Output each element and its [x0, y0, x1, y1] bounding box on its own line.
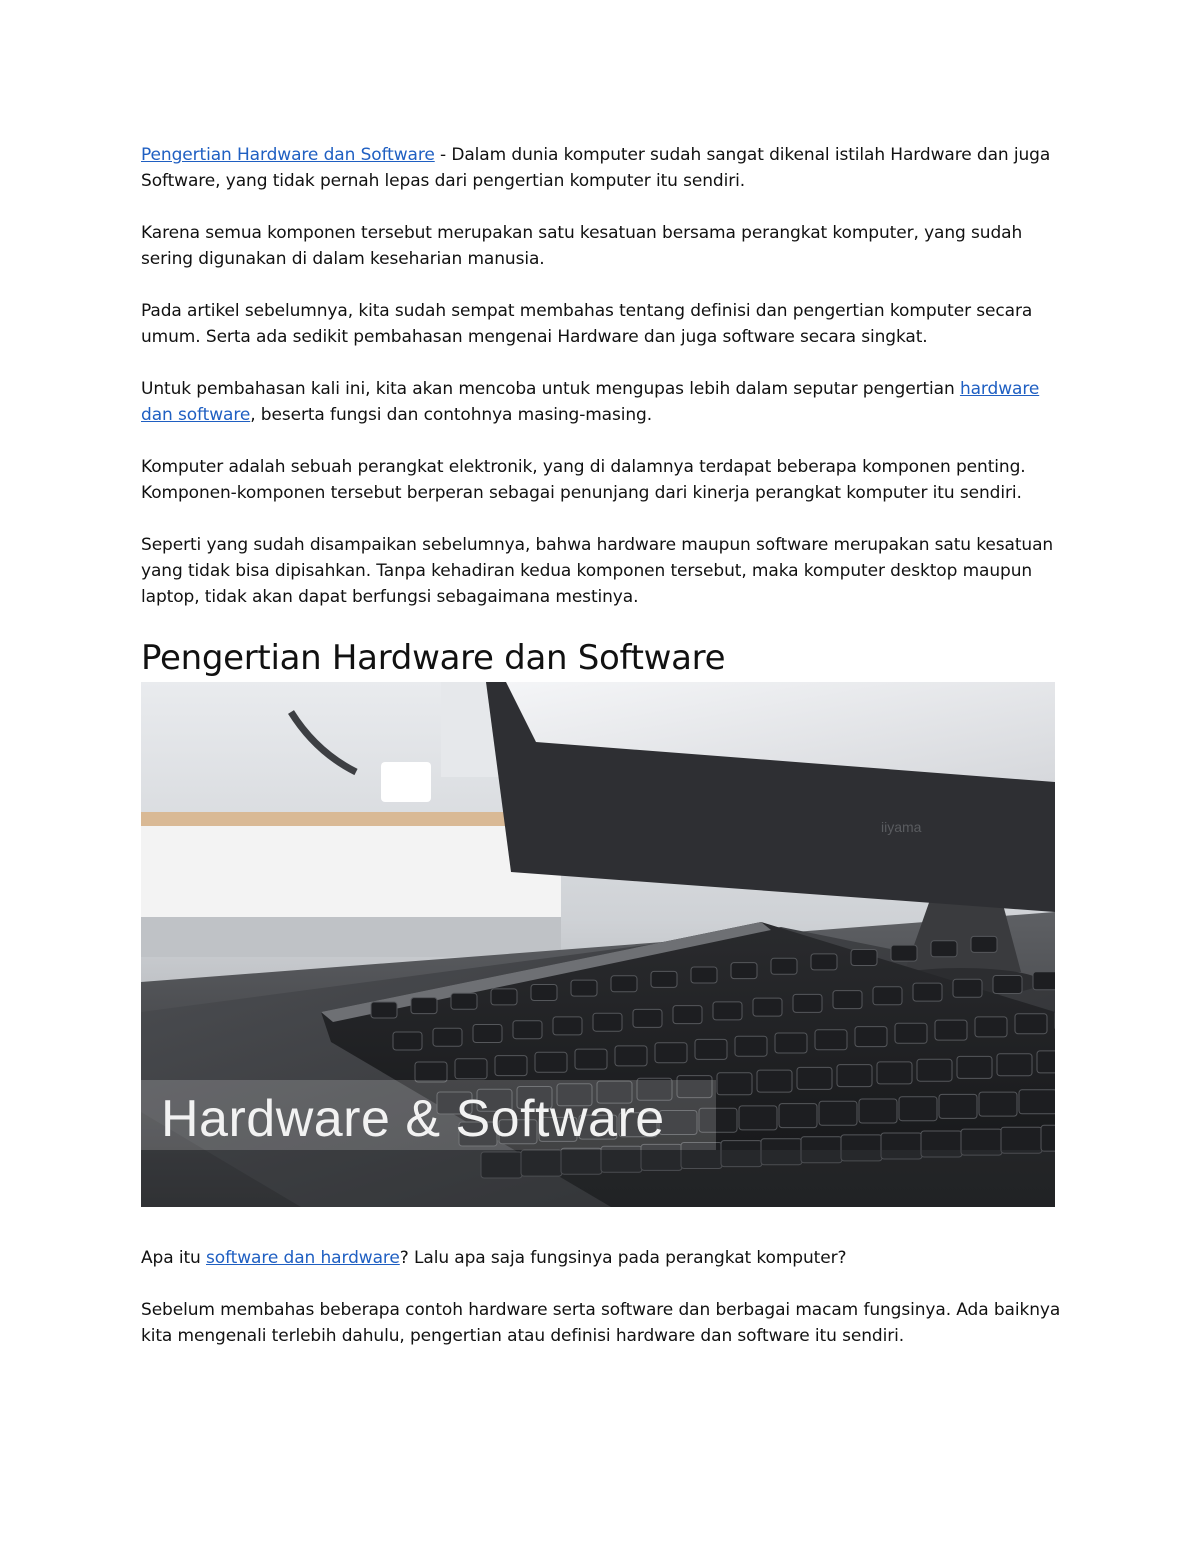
intro-text: - Dalam dunia komputer sudah sangat dikenal istilah Hardware dan juga Software, yang tidak pernah lepas dari pengertian komputer itu sendiri.: [141, 145, 1051, 191]
keyboard-key: [837, 1065, 872, 1087]
keyboard-key: [491, 989, 517, 1005]
keyboard-key: [753, 998, 782, 1016]
keyboard-key: [1019, 1090, 1055, 1114]
keyboard-key: [917, 1059, 952, 1081]
keyboard-key: [731, 963, 757, 979]
keyboard-key: [655, 1043, 687, 1063]
keyboard-key: [819, 1101, 857, 1125]
hero-image: [141, 682, 1055, 1207]
keyboard-key: [793, 994, 822, 1012]
keyboard-key: [717, 1073, 752, 1095]
keyboard-key: [775, 1033, 807, 1053]
keyboard-key: [895, 1023, 927, 1043]
keyboard-key: [931, 941, 957, 957]
keyboard-key: [691, 967, 717, 983]
keyboard-key: [739, 1106, 777, 1130]
keyboard-key: [651, 971, 677, 987]
keyboard-key: [975, 1017, 1007, 1037]
keyboard-key: [673, 1006, 702, 1024]
keyboard-key: [695, 1039, 727, 1059]
keyboard-key: [735, 1036, 767, 1056]
keyboard-key: [833, 991, 862, 1009]
keyboard-key: [615, 1046, 647, 1066]
paragraph-8: Sebelum membahas beberapa contoh hardware serta software dan berbagai macam fungsinya. Ada baiknya kita mengenali terlebih dahulu, pengertian atau definisi hardware dan software itu sendiri.: [141, 1300, 1061, 1346]
paragraph-7-text-before: Apa itu: [141, 1248, 207, 1268]
keyboard-key: [571, 980, 597, 996]
keyboard-key: [1041, 1125, 1055, 1151]
keyboard-key: [815, 1030, 847, 1050]
keyboard-key: [997, 1054, 1032, 1076]
keyboard-key: [455, 1059, 487, 1079]
paragraph-7-text-after: ? Lalu apa saja fungsinya pada perangkat komputer?: [399, 1248, 847, 1268]
keyboard-key: [971, 936, 997, 952]
paragraph-4: [141, 376, 1061, 428]
paragraph-2: Karena semua komponen tersebut merupakan satu kesatuan bersama perangkat komputer, yang sudah sering digunakan di dalam keseharian manusia.: [141, 223, 1023, 269]
keyboard-key: [771, 958, 797, 974]
keyboard-key: [797, 1067, 832, 1089]
keyboard-key: [859, 1099, 897, 1123]
paragraph-4-text-before: Untuk pembahasan kali ini, kita akan mencoba untuk mengupas lebih dalam seputar pengertian: [141, 379, 960, 399]
paragraph-3: Pada artikel sebelumnya, kita sudah sempat membahas tentang definisi dan pengertian komputer secara umum. Serta ada sedikit pembahasan mengenai Hardware dan juga software secara singkat.: [141, 301, 1033, 347]
paragraph-5: Komputer adalah sebuah perangkat elektronik, yang di dalamnya terdapat beberapa komponen penting. Komponen-komponen tersebut berperan sebagai penunjang dari kinerja perangkat komputer itu sendiri.: [141, 457, 1026, 503]
keyboard-key: [593, 1013, 622, 1031]
keyboard-key: [1001, 1127, 1042, 1153]
paragraph-4-text-after: , beserta fungsi dan contohnya masing-masing.: [250, 405, 653, 425]
keyboard-key: [553, 1017, 582, 1035]
keyboard-key: [411, 998, 437, 1014]
keyboard-key: [953, 979, 982, 997]
keyboard-key: [473, 1025, 502, 1043]
hardware-software-link[interactable]: hardware dan software: [141, 379, 1040, 425]
keyboard-key: [415, 1062, 447, 1082]
keyboard-key: [713, 1002, 742, 1020]
keyboard-key: [393, 1032, 422, 1050]
keyboard-key: [575, 1049, 607, 1069]
keyboard-key: [855, 1027, 887, 1047]
keyboard-key: [891, 945, 917, 961]
keyboard-key: [899, 1097, 937, 1121]
keyboard-key: [979, 1092, 1017, 1116]
keyboard-key: [957, 1056, 992, 1078]
keyboard-key: [757, 1070, 792, 1092]
intro-link[interactable]: Pengertian Hardware dan Software: [141, 145, 435, 165]
keyboard-key: [913, 983, 942, 1001]
section-heading: Pengertian Hardware dan Software: [141, 638, 726, 678]
software-hardware-link[interactable]: software dan hardware: [206, 1248, 400, 1268]
paragraph-7: [141, 1245, 1061, 1271]
keyboard-key: [1033, 972, 1055, 990]
keyboard-key: [611, 976, 637, 992]
keyboard-key: [531, 985, 557, 1001]
keyboard-key: [371, 1002, 397, 1018]
keyboard-key: [1037, 1051, 1055, 1073]
keyboard-key: [873, 987, 902, 1005]
keyboard-key: [779, 1104, 817, 1128]
keyboard-key: [433, 1028, 462, 1046]
keyboard-key: [877, 1062, 912, 1084]
paragraph-6: Seperti yang sudah disampaikan sebelumnya, bahwa hardware maupun software merupakan satu kesatuan yang tidak bisa dipisahkan. Tanpa kehadiran kedua komponen tersebut, maka komputer desktop maupun laptop, tidak akan dapat berfungsi sebagaimana mestinya.: [141, 535, 1054, 607]
keyboard-key: [451, 993, 477, 1009]
keyboard-key: [633, 1009, 662, 1027]
document-body: [141, 142, 1061, 1375]
keyboard-key: [811, 954, 837, 970]
keyboard-key: [939, 1094, 977, 1118]
keyboard-key: [851, 950, 877, 966]
keyboard-key: [495, 1056, 527, 1076]
keyboard-key: [535, 1052, 567, 1072]
hero-caption: Hardware & Software: [161, 1090, 665, 1148]
intro-paragraph: [141, 142, 1061, 194]
monitor-brand: iiyama: [881, 819, 922, 835]
keyboard-key: [513, 1021, 542, 1039]
keyboard-key: [1015, 1014, 1047, 1034]
keyboard-key: [993, 976, 1022, 994]
keyboard-key: [935, 1020, 967, 1040]
